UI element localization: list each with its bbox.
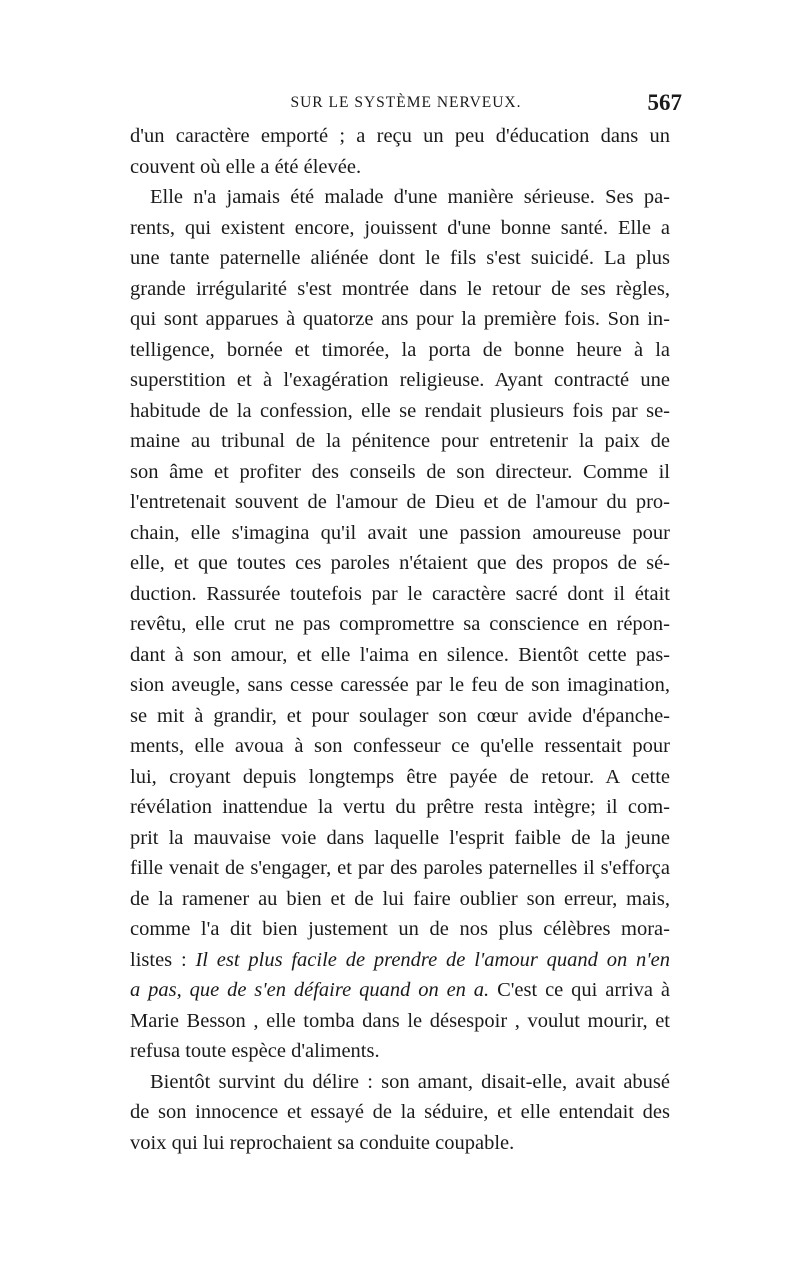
text-line: revêtu, elle crut ne pas compromettre sa conscience en répon- <box>130 613 670 635</box>
text-line: l'entretenait souvent de l'amour de Dieu et de l'amour du pro- <box>130 491 670 513</box>
text-line: prit la mauvaise voie dans laquelle l'esprit faible de la jeune <box>130 826 670 849</box>
text-line: de son innocence et essayé de la séduire, et elle entendait des <box>130 1101 670 1123</box>
text-line: d'un caractère emporté ; a reçu un peu d'éducation dans un <box>130 125 670 147</box>
text-line: habitude de la confession, elle se rendait plusieurs fois par se- <box>130 399 670 422</box>
text-line-mixed <box>130 945 670 976</box>
text-line: son âme et profiter des conseils de son directeur. Comme il <box>130 460 670 483</box>
text-line: maine au tribunal de la pénitence pour entretenir la paix de <box>130 430 670 452</box>
text-line: dant à son amour, et elle l'aima en silence. Bientôt cette pas- <box>130 643 670 666</box>
body-text <box>130 121 670 1158</box>
italic-quote: Il est plus facile de prendre de l'amour quand on n'en <box>195 948 670 971</box>
text-line: refusa toute espèce d'aliments. <box>130 1040 380 1062</box>
text-line: grande irrégularité s'est montrée dans le retour de ses règles, <box>130 277 670 300</box>
text-segment: C'est ce qui arriva à <box>489 979 670 1001</box>
text-line: voix qui lui reprochaient sa conduite coupable. <box>130 1131 515 1154</box>
text-line: Marie Besson , elle tomba dans le désespoir , voulut mourir, et <box>130 1009 670 1032</box>
text-line-mixed <box>130 975 670 1006</box>
text-line: couvent où elle a été élevée. <box>130 155 362 178</box>
text-line: se mit à grandir, et pour soulager son cœur avide d'épanche- <box>130 704 670 727</box>
text-line: chain, elle s'imagina qu'il avait une passion amoureuse pour <box>130 521 670 544</box>
text-line: elle, et que toutes ces paroles n'étaient que des propos de sé- <box>130 552 670 574</box>
running-head <box>130 90 682 118</box>
text-line: révélation inattendue la vertu du prêtre resta intègre; il com- <box>130 796 670 818</box>
text-line: de la ramener au bien et de lui faire oublier son erreur, mais, <box>130 887 670 910</box>
text-line: superstition et à l'exagération religieuse. Ayant contracté une <box>130 369 670 391</box>
text-line: fille venait de s'engager, et par des paroles paternelles il s'efforça <box>130 857 670 879</box>
text-line: ments, elle avoua à son confesseur ce qu'elle ressentait pour <box>130 735 670 757</box>
text-line: rents, qui existent encore, jouissent d'une bonne santé. Elle a <box>130 216 670 239</box>
text-line: sion aveugle, sans cesse caressée par le feu de son imagination, <box>130 674 670 696</box>
text-line: Bientôt survint du délire : son amant, disait-elle, avait abusé <box>150 1070 670 1093</box>
text-line: comme l'a dit bien justement un de nos plus célèbres mora- <box>130 918 670 940</box>
text-line: telligence, bornée et timorée, la porta de bonne heure à la <box>130 338 670 361</box>
text-line: qui sont apparues à quatorze ans pour la première fois. Son in- <box>130 308 670 330</box>
text-line: lui, croyant depuis longtemps être payée de retour. A cette <box>130 765 670 788</box>
text-line: une tante paternelle aliénée dont le fils s'est suicidé. La plus <box>130 247 670 269</box>
italic-quote: a pas, que de s'en défaire quand on en a. <box>130 979 490 1001</box>
running-title: SUR LE SYSTÈME NERVEUX. <box>290 94 522 111</box>
text-segment: listes : <box>130 948 196 971</box>
text-line: Elle n'a jamais été malade d'une manière sérieuse. Ses pa- <box>150 186 670 208</box>
page-number: 567 <box>647 90 682 115</box>
text-line: duction. Rassurée toutefois par le caractère sacré dont il était <box>130 582 670 605</box>
